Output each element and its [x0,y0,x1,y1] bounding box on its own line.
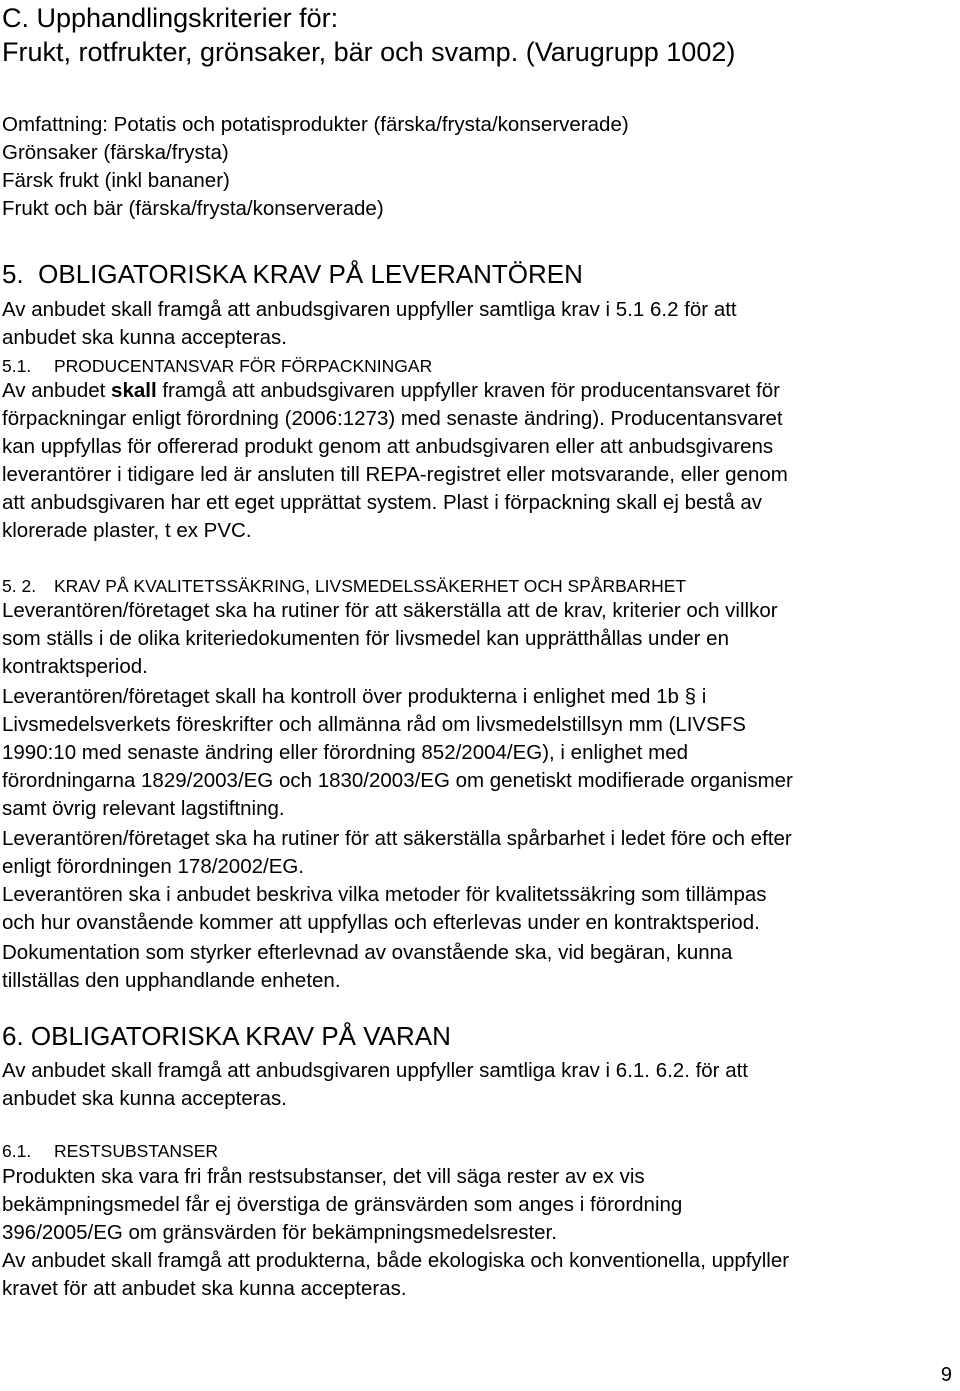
paragraph-line: Leverantören/företaget skall ha kontroll över produkterna i enlighet med 1b § i [2,685,707,708]
paragraph-line: Livsmedelsverkets föreskrifter och allmänna råd om livsmedelstillsyn mm (LIVSFS [2,713,746,736]
paragraph-line: Leverantören/företaget ska ha rutiner för att säkerställa att de krav, kriterier och villkor [2,599,778,622]
paragraph-line: att anbudsgivaren har ett eget upprättat system. Plast i förpackning skall ej bestå av [2,491,763,514]
subsection-title: KRAV PÅ KVALITETSSÄKRING, LIVSMEDELSSÄKERHET OCH SPÅRBARHET [54,576,687,596]
paragraph-line: Leverantören/företaget ska ha rutiner för att säkerställa spårbarhet i ledet före och efter [2,827,792,850]
subsection-5-2-heading [2,574,686,598]
subsection-number: 5. 2. [2,576,37,596]
paragraph-line: kan uppfyllas för offererad produkt genom att anbudsgivaren eller att anbudsgivarens [2,435,774,458]
paragraph-line: tillställas den upphandlande enheten. [2,969,341,992]
paragraph-line: och hur ovanstående kommer att uppfyllas och efterlevas under en kontraktsperiod. [2,911,760,934]
paragraph-line: samt övrig relevant lagstiftning. [2,797,285,820]
section-5-intro: anbudet ska kunna accepteras. [2,326,287,349]
paragraph-line: 396/2005/EG om gränsvärden för bekämpningsmedelsrester. [2,1221,557,1244]
paragraph-line: klorerade plaster, t ex PVC. [2,519,252,542]
doc-title-line-1: C. Upphandlingskriterier för: [2,3,339,33]
section-5-intro: Av anbudet skall framgå att anbudsgivaren uppfyller samtliga krav i 5.1 6.2 för att [2,298,737,321]
paragraph-line: som ställs i de olika kriteriedokumenten för livsmedel kan upprätthållas under en [2,627,729,650]
subsection-number: 5.1. [2,356,32,376]
paragraph-line: kontraktsperiod. [2,655,148,678]
scope-line: Grönsaker (färska/frysta) [2,141,229,164]
paragraph-line [2,377,780,405]
text-run: framgå att anbudsgivaren uppfyller kraven för producentansvaret för [156,379,780,402]
paragraph-line: bekämpningsmedel får ej överstiga de gränsvärden som anges i förordning [2,1193,683,1216]
scope-line: Omfattning: Potatis och potatisprodukter (färska/frysta/konserverade) [2,113,629,136]
text-run: Av anbudet [2,379,112,402]
subsection-number: 6.1. [2,1141,32,1161]
doc-title-line-2: Frukt, rotfrukter, grönsaker, bär och svamp. (Varugrupp 1002) [2,37,736,67]
paragraph-line: 1990:10 med senaste ändring eller förordning 852/2004/EG), i enlighet med [2,741,689,764]
paragraph-line: enligt förordningen 178/2002/EG. [2,855,305,878]
paragraph-line: Dokumentation som styrker efterlevnad av ovanstående ska, vid begäran, kunna [2,941,733,964]
subsection-title: RESTSUBSTANSER [54,1141,219,1161]
scope-line: Färsk frukt (inkl bananer) [2,169,230,192]
paragraph-line: kravet för att anbudet ska kunna accepteras. [2,1277,407,1300]
page-number: 9 [940,1364,952,1386]
scope-line: Frukt och bär (färska/frysta/konserverade) [2,197,384,220]
paragraph-line: förordningarna 1829/2003/EG och 1830/2003/EG om genetiskt modifierade organismer [2,769,793,792]
section-5-heading: 5. OBLIGATORISKA KRAV PÅ LEVERANTÖREN [2,259,583,289]
section-6-heading: 6. OBLIGATORISKA KRAV PÅ VARAN [2,1021,451,1051]
subsection-title: PRODUCENTANSVAR FÖR FÖRPACKNINGAR [54,356,433,376]
section-6-intro: Av anbudet skall framgå att anbudsgivaren uppfyller samtliga krav i 6.1. 6.2. för att [2,1059,748,1082]
subsection-5-1-heading [2,354,432,378]
paragraph-line: Av anbudet skall framgå att produkterna, både ekologiska och konventionella, uppfyller [2,1249,790,1272]
section-6-intro: anbudet ska kunna accepteras. [2,1087,287,1110]
paragraph-line: förpackningar enligt förordning (2006:1273) med senaste ändring). Producentansvaret [2,407,783,430]
paragraph-line: leverantörer i tidigare led är ansluten till REPA-registret eller motsvarande, eller genom [2,463,788,486]
paragraph-line: Leverantören ska i anbudet beskriva vilka metoder för kvalitetssäkring som tillämpas [2,883,767,906]
paragraph-line: Produkten ska vara fri från restsubstanser, det vill säga rester av ex vis [2,1165,645,1188]
subsection-6-1-heading [2,1139,218,1163]
bold-text-run: skall [111,379,157,402]
